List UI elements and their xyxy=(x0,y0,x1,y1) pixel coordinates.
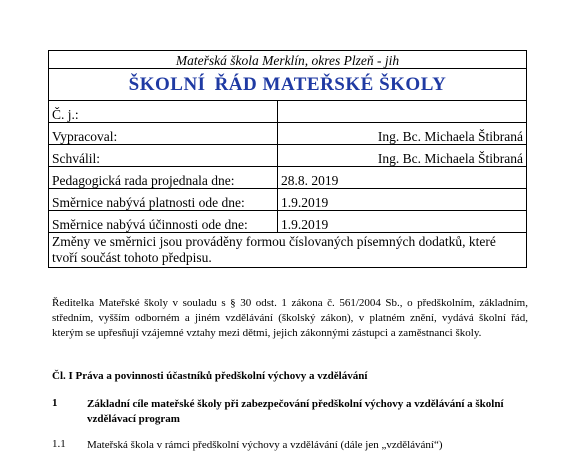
row-label-reference: Č. j.: xyxy=(49,101,278,123)
section-number: 1 xyxy=(52,397,58,409)
row-value-prepared-by: Ing. Bc. Michaela Štibraná xyxy=(278,123,527,145)
row-value-council-date: 28.8. 2019 xyxy=(278,167,527,189)
document-header-table xyxy=(48,50,527,268)
row-label-validity-date: Směrnice nabývá platnosti ode dne: xyxy=(49,189,278,211)
row-label-approved-by: Schválil: xyxy=(49,145,278,167)
amendments-note: Změny ve směrnici jsou prováděny formou číslovaných písemných dodatků, které tvoří součást tohoto předpisu. xyxy=(49,233,527,268)
section-heading: Základní cíle mateřské školy při zabezpečování předškolní výchovy a vzdělávání a školní vzdělávací program xyxy=(87,398,504,425)
subsection-text: Mateřská škola v rámci předškolní výchovy a vzdělávání (dále jen „vzdělávání“) xyxy=(87,439,443,451)
row-label-prepared-by: Vypracoval: xyxy=(49,123,278,145)
chapter-heading: Čl. I Práva a povinnosti účastníků předškolní výchovy a vzdělávání xyxy=(52,370,368,382)
row-label-effective-date: Směrnice nabývá účinnosti ode dne: xyxy=(49,211,278,233)
title-part2: ŘÁD MATEŘSKÉ ŠKOLY xyxy=(214,74,447,95)
row-value-effective-date: 1.9.2019 xyxy=(278,211,527,233)
intro-paragraph: Ředitelka Mateřské školy v souladu s § 30 odst. 1 zákona č. 561/2004 Sb., o předškolním, základním, středním, vyšším odborném a jiném vzdělávání (školský zákon), v platném znění, vydává školní řád, kterým se upřesňují vzájemné vztahy mezi dětmi, jejich zákonnými zástupci a zaměstnanci školy. xyxy=(52,297,528,339)
row-value-approved-by: Ing. Bc. Michaela Štibraná xyxy=(278,145,527,167)
school-name: Mateřská škola Merklín, okres Plzeň - jih xyxy=(49,51,527,69)
row-label-council-date: Pedagogická rada projednala dne: xyxy=(49,167,278,189)
row-value-validity-date: 1.9.2019 xyxy=(278,189,527,211)
row-value-reference xyxy=(278,101,527,123)
subsection-number: 1.1 xyxy=(52,438,66,450)
title-part1: ŠKOLNÍ xyxy=(128,74,206,95)
document-title xyxy=(49,69,527,101)
